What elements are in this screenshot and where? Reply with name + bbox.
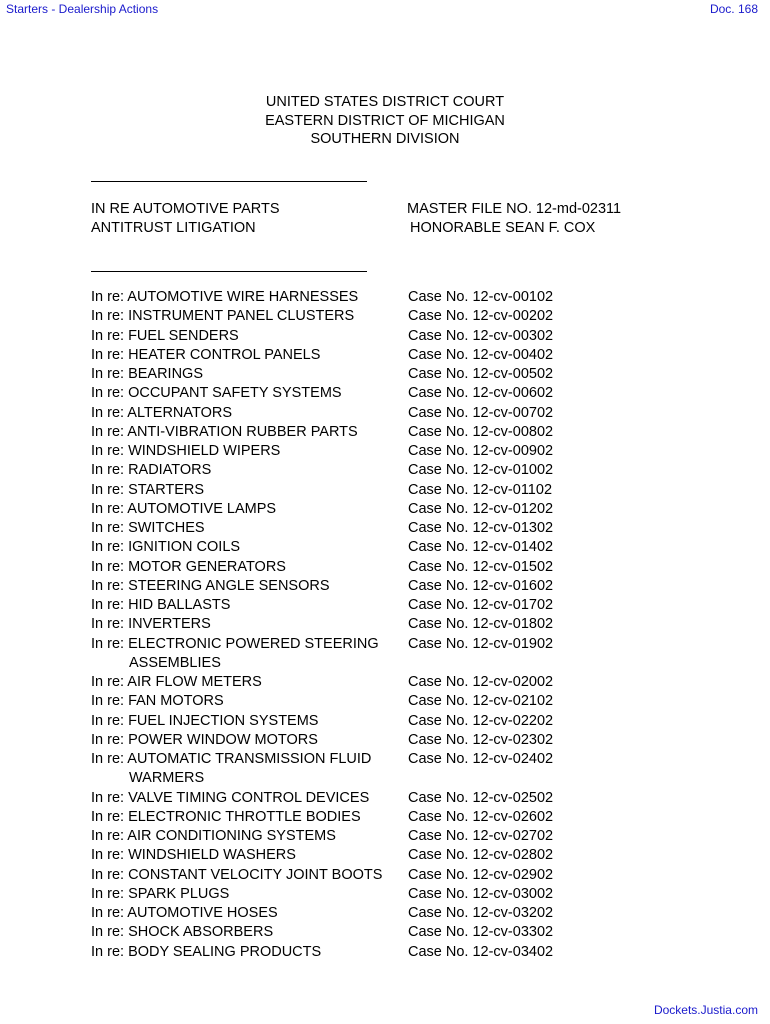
case-row [0,904,770,923]
case-title-text: In re: BEARINGS [91,366,204,382]
case-number: Case No. 12-cv-00102 [408,289,554,305]
case-title-text: In re: FUEL INJECTION SYSTEMS [91,712,319,729]
case-title [91,596,401,615]
court-district: EASTERN DISTRICT OF MICHIGAN [265,112,505,129]
case-number: Case No. 12-cv-02402 [408,751,554,767]
case-row [0,596,770,615]
case-title-text: In re: WINDSHIELD WASHERS [91,847,296,864]
case-number: Case No. 12-cv-01702 [408,597,554,613]
case-row [0,327,770,346]
case-title-text: In re: AIR CONDITIONING SYSTEMS [91,828,336,844]
case-row [0,712,770,731]
doc-number-link[interactable]: Doc. 168 [709,2,758,16]
case-number: Case No. 12-cv-02302 [408,731,554,748]
case-title [91,750,401,789]
case-row [0,789,770,808]
case-row [0,288,770,307]
case-row [0,500,770,519]
case-title-text: In re: AUTOMATIC TRANSMISSION FLUID [91,751,372,767]
case-row [0,943,770,962]
case-title-text: In re: WINDSHIELD WIPERS [91,443,281,459]
case-title [91,808,401,827]
case-title [91,500,401,519]
case-title-continuation: ASSEMBLIES [129,654,221,671]
case-title [91,712,401,731]
case-number: Case No. 12-cv-00502 [408,366,554,382]
judge-name: HONORABLE SEAN F. COX [410,219,596,236]
justia-footer-link[interactable]: Dockets.Justia.com [653,1003,758,1017]
case-title [91,461,401,480]
case-number: Case No. 12-cv-01202 [408,500,554,517]
case-title [91,327,401,346]
case-row [0,808,770,827]
case-title-text: In re: MOTOR GENERATORS [91,558,286,575]
case-number: Case No. 12-cv-02502 [408,789,554,806]
case-row [0,750,770,789]
case-title [91,789,401,808]
case-number: Case No. 12-cv-00302 [408,327,554,344]
case-row [0,885,770,904]
case-row [0,731,770,750]
case-row [0,481,770,500]
case-number: Case No. 12-cv-01402 [408,539,554,556]
case-title [91,481,401,500]
case-title-text: In re: BODY SEALING PRODUCTS [91,943,322,960]
case-row [0,866,770,885]
case-number: Case No. 12-cv-01302 [408,520,554,536]
case-title [91,943,401,962]
case-title-text: In re: HID BALLASTS [91,597,231,613]
case-title-text: In re: ELECTRONIC THROTTLE BODIES [91,808,361,825]
case-title [91,404,401,423]
case-title [91,365,401,384]
case-row [0,635,770,674]
case-list [0,288,770,962]
case-title [91,635,401,674]
case-number: Case No. 12-cv-03302 [408,924,554,941]
case-number: Case No. 12-cv-01602 [408,577,554,594]
case-number: Case No. 12-cv-03202 [408,905,554,921]
case-title [91,288,401,307]
case-number: Case No. 12-cv-00402 [408,346,554,363]
case-number: Case No. 12-cv-03002 [408,885,554,902]
case-number: Case No. 12-cv-02002 [408,674,554,690]
case-title-text: In re: SWITCHES [91,520,205,536]
caption-master-file [407,200,621,237]
case-number: Case No. 12-cv-00602 [408,385,554,402]
case-title [91,904,401,923]
case-number: Case No. 12-cv-03402 [408,943,554,960]
case-row [0,615,770,634]
case-title-text: In re: AUTOMOTIVE HOSES [91,905,278,921]
case-title [91,615,401,634]
case-row [0,384,770,403]
case-title [91,866,401,885]
case-title-text: In re: IGNITION COILS [91,539,241,556]
case-row [0,461,770,480]
case-number: Case No. 12-cv-01802 [408,616,554,633]
case-title-text: In re: SHOCK ABSORBERS [91,924,274,941]
case-title-text: In re: CONSTANT VELOCITY JOINT BOOTS [91,866,383,883]
case-title [91,423,401,442]
case-title [91,519,401,538]
caption-case-name-line2: ANTITRUST LITIGATION [91,219,256,236]
case-title-text: In re: OCCUPANT SAFETY SYSTEMS [91,385,342,402]
case-row [0,827,770,846]
case-title [91,827,401,846]
court-heading [0,93,770,149]
case-title-text: In re: INVERTERS [91,616,211,633]
case-number: Case No. 12-cv-02802 [408,847,554,864]
case-title-text: In re: AIR FLOW METERS [91,674,262,690]
case-title-continuation: WARMERS [129,770,205,787]
case-title-text: In re: AUTOMOTIVE LAMPS [91,500,277,517]
court-division: SOUTHERN DIVISION [310,131,460,147]
caption-top-rule [91,181,367,182]
case-row [0,673,770,692]
case-row [0,577,770,596]
caption-case-name-line1: IN RE AUTOMOTIVE PARTS [91,201,280,217]
case-title [91,731,401,750]
caption-bottom-rule [91,271,367,272]
case-title-link[interactable]: Starters - Dealership Actions [6,2,159,16]
case-row [0,307,770,326]
case-row [0,404,770,423]
case-row [0,692,770,711]
case-title-text: In re: ELECTRONIC POWERED STEERING [91,635,379,652]
case-title-text: In re: STEERING ANGLE SENSORS [91,577,330,594]
case-title [91,673,401,692]
case-title-text: In re: HEATER CONTROL PANELS [91,346,321,363]
case-title-text: In re: STARTERS [91,481,205,498]
case-title-text: In re: FAN MOTORS [91,693,224,710]
case-number: Case No. 12-cv-02102 [408,693,554,710]
case-title [91,885,401,904]
caption-case-name [91,200,280,237]
case-row [0,519,770,538]
case-title-text: In re: ALTERNATORS [91,404,233,421]
case-title-text: In re: INSTRUMENT PANEL CLUSTERS [91,308,355,325]
case-number: Case No. 12-cv-02602 [408,808,554,825]
case-number: Case No. 12-cv-02202 [408,712,554,729]
case-title [91,558,401,577]
case-title-text: In re: ANTI-VIBRATION RUBBER PARTS [91,423,358,440]
case-title [91,692,401,711]
case-row [0,538,770,557]
case-title [91,923,401,942]
case-title [91,538,401,557]
case-title-text: In re: POWER WINDOW MOTORS [91,731,318,748]
case-row [0,558,770,577]
case-title [91,577,401,596]
case-title [91,346,401,365]
case-number: Case No. 12-cv-01102 [408,481,553,498]
case-title-text: In re: AUTOMOTIVE WIRE HARNESSES [91,289,359,305]
case-title [91,846,401,865]
case-row [0,346,770,365]
case-title-text: In re: FUEL SENDERS [91,327,239,344]
case-row [0,923,770,942]
case-row [0,365,770,384]
case-row [0,423,770,442]
case-title-text: In re: SPARK PLUGS [91,885,230,902]
case-number: Case No. 12-cv-00802 [408,423,554,440]
case-row [0,846,770,865]
case-row [0,442,770,461]
case-number: Case No. 12-cv-00702 [408,404,554,421]
case-number: Case No. 12-cv-00902 [408,443,554,459]
case-number: Case No. 12-cv-01502 [408,558,554,575]
case-number: Case No. 12-cv-01902 [408,635,554,652]
case-title [91,384,401,403]
case-number: Case No. 12-cv-02902 [408,866,554,883]
case-number: Case No. 12-cv-00202 [408,308,554,325]
case-title [91,307,401,326]
case-title-text: In re: RADIATORS [91,462,212,479]
case-number: Case No. 12-cv-01002 [408,462,554,479]
case-title-text: In re: VALVE TIMING CONTROL DEVICES [91,789,370,806]
court-name: UNITED STATES DISTRICT COURT [265,94,505,110]
case-number: Case No. 12-cv-02702 [408,828,554,844]
master-file-number: MASTER FILE NO. 12-md-02311 [407,201,622,217]
case-title [91,442,401,461]
